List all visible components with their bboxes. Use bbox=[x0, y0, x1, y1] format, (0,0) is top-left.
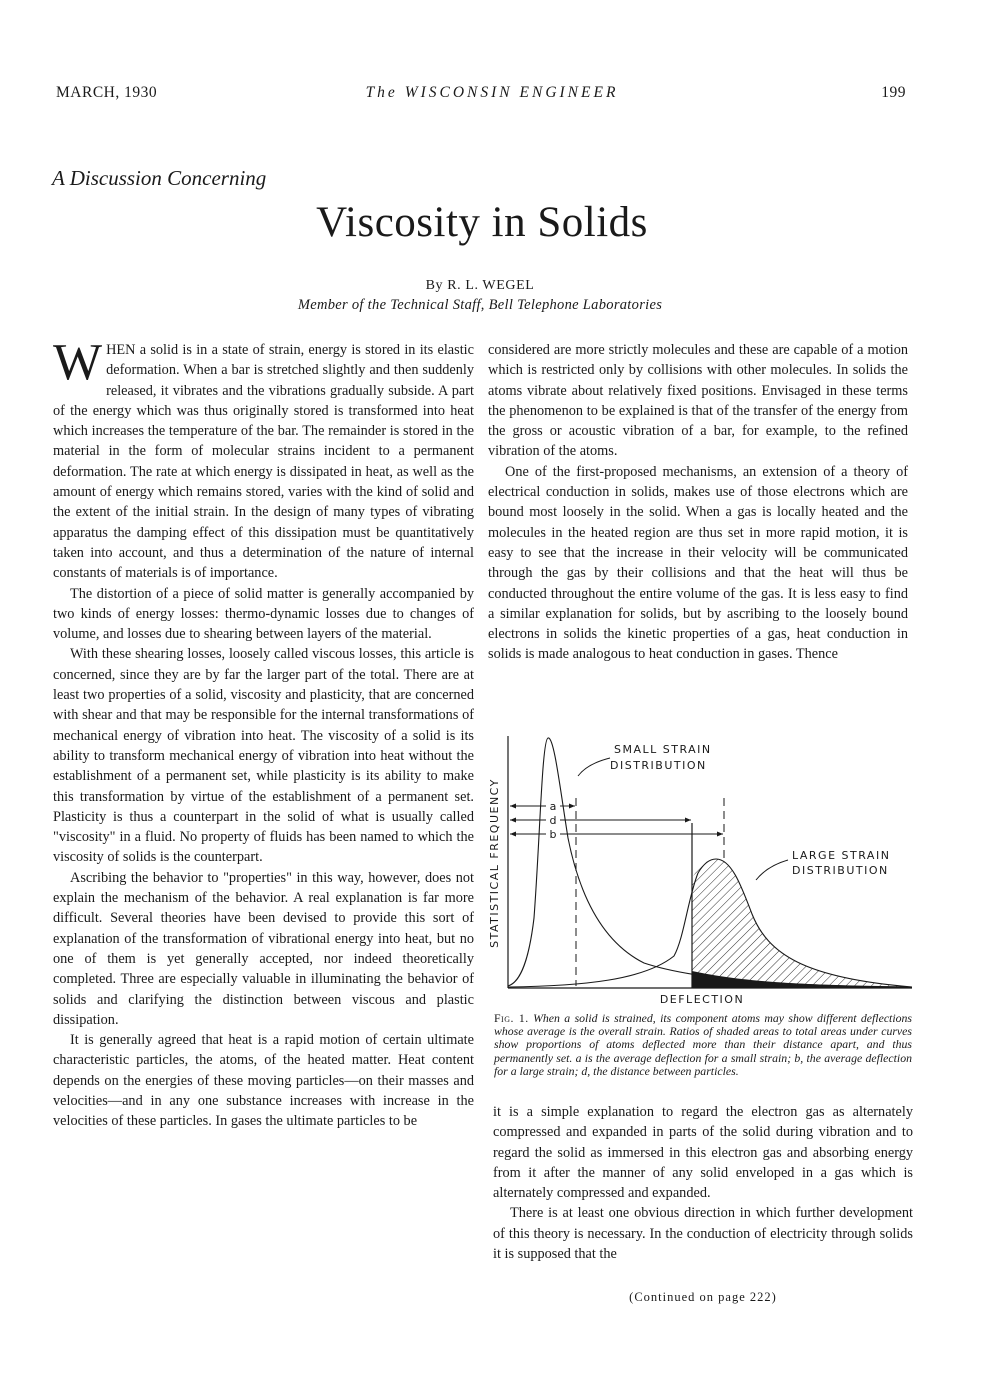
large-strain-leader bbox=[756, 860, 788, 880]
arrowhead bbox=[510, 804, 516, 809]
paragraph: One of the first-proposed mechanisms, an extension of a theory of electrical conduction in solids, makes use of those electrons which are bound most loosely in the solid. When a gas is locally heated and the molecules in the heated region are thus set in more rapid motion, it is easy to see that the increase in their velocity will be communicated through the gas by their collisions and that the heat will thus be conducted throughout the entire volume of the gas. It is less easy to find a similar explanation for solids, but by ascribing to the loosely bound electrons in solids the kinetic properties of a gas, heat conduction in solids is made analogous to heat conduction in gases. Thence bbox=[488, 463, 908, 663]
arrowhead bbox=[569, 804, 575, 809]
author-affiliation: Member of the Technical Staff, Bell Telephone Laboratories bbox=[297, 297, 663, 313]
article-title: Viscosity in Solids bbox=[316, 199, 648, 246]
paragraph: There is at least one obvious direction in which further development of this theory is necessary. In the conduction of electricity through solids it is supposed that the bbox=[493, 1205, 913, 1263]
arrowhead bbox=[510, 818, 516, 823]
right-column-top bbox=[488, 340, 908, 665]
large-strain-shaded-area bbox=[692, 859, 912, 988]
article-kicker: A Discussion Concerning bbox=[52, 166, 267, 190]
arrowhead bbox=[717, 832, 723, 837]
paragraph: With these shearing losses, loosely called viscous losses, this article is concerned, since they are by far the larger part of the total. There are at least two properties of a solid, viscosity and plasticity, that are concerned with shear and that may be responsible for the internal transformations of mechanical energy of vibration into heat. The viscosity of a solid is its ability to transform mechanical energy of vibration into heat without the establishment of a permanent set, while plasticity is its ability to make this transformation by virtue of the establishment of a permanent set. Plasticity is thus a counterpart in the solid of what is usually called "viscosity" in a fluid. No property of fluids has been named to which the viscosity of solids is the counterpart. bbox=[53, 646, 474, 866]
paragraph-text: HEN a solid is in a state of strain, energy is stored in its elastic deformation. When a bar is stretched slightly and then suddenly released, it vibrates and the vibrations gradually subside. A part of the energy which was thus originally stored is transformed into heat which increases the temperature of the bar. The remainder is stored in the material in the form of molecular strains incident to a permanent deformation. The rate at which energy is dissipated in heat, as well as the amount of energy which remains stored, varies with the kind of solid and the extent of the initial strain. In the design of many types of vibrating apparatus the damping effect of this dissipation must be quantitatively taken into account, and thus a determination of the nature of internal constants of materials is of importance. bbox=[53, 342, 474, 582]
small-strain-leader bbox=[578, 758, 610, 776]
paragraph: it is a simple explanation to regard the electron gas as alternately compressed and expanded in parts of the solid during vibration and to regard the solid as immersed in this electron gas and absorbing energy from it after the manner of any solid enveloped in a gas which is alternately compressed and expanded. bbox=[493, 1104, 913, 1202]
small-strain-label-line2: DISTRIBUTION bbox=[610, 759, 707, 772]
large-strain-label-line2: DISTRIBUTION bbox=[792, 864, 889, 877]
marker-a: a bbox=[549, 800, 557, 813]
arrowhead bbox=[685, 818, 691, 823]
drop-cap: W bbox=[53, 334, 103, 391]
issue-date: MARCH, 1930 bbox=[56, 84, 158, 101]
arrowhead bbox=[510, 832, 516, 837]
paragraph: considered are more strictly molecules and these are capable of a motion which is restricted only by collisions with other molecules. In solids the atoms vibrate about relatively fixed positions. Envisaged in these terms the phenomenon to be explained is that of the transfer of the energy from the gross or acoustic vibration of a bar, for example, to the refined vibration of the atoms. bbox=[488, 342, 908, 460]
paragraph: The distortion of a piece of solid matter is generally accompanied by two kinds of energy losses: thermo-dynamic losses due to changes of volume, and losses due to shearing between layers of the material. bbox=[53, 585, 474, 643]
continued-note: (Continued on page 222) bbox=[629, 1290, 777, 1304]
left-column bbox=[53, 334, 474, 1132]
strain-distribution-diagram bbox=[484, 728, 920, 1008]
marker-d: d bbox=[549, 814, 557, 827]
marker-b: b bbox=[549, 828, 557, 841]
large-strain-label-line1: LARGE STRAIN bbox=[792, 849, 891, 862]
x-axis-label: DEFLECTION bbox=[659, 993, 745, 1006]
small-strain-label-line1: SMALL STRAIN bbox=[614, 743, 712, 756]
paragraph: It is generally agreed that heat is a rapid motion of certain ultimate characteristic particles, the atoms, of the heated matter. Heat content depends on the energies of these moving particles—on their masses and velocities—and in any one substance increases with increase in the velocities of these particles. In gases the ultimate particles to be bbox=[53, 1032, 474, 1130]
article-byline: By R. L. WEGEL bbox=[425, 278, 535, 293]
caption-text: When a solid is strained, its component atoms may show different deflections whose average is the overall strain. Ratios of shaded areas to total areas under curves show proportions of atoms deflected more than their distance apart, and thus permanently set. a is the average deflection for a small strain; b, the average deflection for a large strain; d, the distance between particles. bbox=[494, 1011, 912, 1078]
right-column-bottom bbox=[493, 1102, 913, 1264]
caption-figure-number: Fig. 1. bbox=[494, 1011, 529, 1025]
paragraph: Ascribing the behavior to "properties" in this way, however, does not explain the mechanism of the behavior. A real explanation is far more difficult. Several theories have been devised to provide this sort of explanation of the transformation of vibrational energy into heat, but no one of them is yet generally accepted, nor indeed theoretically completed. Three are especially valuable in illuminating the behavior of solids and clarifying the distinction between viscous and plastic dissipation. bbox=[53, 869, 474, 1028]
y-axis-label: STATISTICAL FREQUENCY bbox=[488, 778, 501, 948]
journal-name: The WISCONSIN ENGINEER bbox=[365, 84, 619, 101]
paragraph bbox=[53, 334, 474, 584]
figure-caption bbox=[494, 1012, 912, 1078]
page-number: 199 bbox=[881, 84, 906, 101]
figure-1 bbox=[484, 728, 920, 1008]
